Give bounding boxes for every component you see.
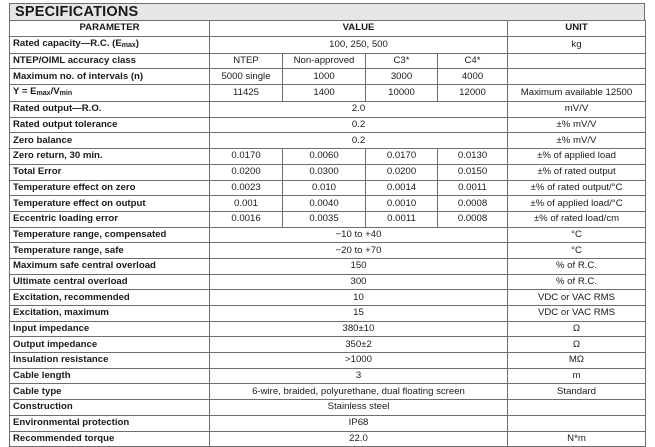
unit-cell: ±% of rated load/cm <box>508 211 646 227</box>
table-row <box>10 258 646 274</box>
value-cell: 350±2 <box>210 337 508 353</box>
parameter-text: Zero balance <box>13 134 73 146</box>
value-cell: C4* <box>438 53 508 69</box>
table-row <box>10 384 646 400</box>
parameter-text: Total Error <box>13 166 62 178</box>
parameter-text: Maximum safe central overload <box>13 260 156 272</box>
value-cell: 0.0040 <box>283 196 366 212</box>
value-cell: 3000 <box>366 69 438 85</box>
table-row <box>10 290 646 306</box>
unit-cell: Ω <box>508 337 646 353</box>
unit-cell <box>508 53 646 69</box>
value-cell: NTEP <box>210 53 283 69</box>
parameter-cell <box>10 164 210 180</box>
parameter-text: Rated capacity—R.C. (E <box>13 37 122 49</box>
header-unit: UNIT <box>508 21 646 37</box>
parameter-text: Eccentric loading error <box>13 213 119 225</box>
parameter-cell <box>10 69 210 85</box>
value-cell: 100, 250, 500 <box>210 36 508 53</box>
value-cell: 300 <box>210 274 508 290</box>
parameter-cell <box>10 368 210 384</box>
table-title: SPECIFICATIONS <box>9 3 645 20</box>
parameter-subscript: max <box>121 41 136 49</box>
specifications-table <box>9 20 646 447</box>
unit-cell <box>508 69 646 85</box>
table-row <box>10 400 646 416</box>
unit-cell: ±% of rated output/°C <box>508 180 646 196</box>
parameter-cell <box>10 180 210 196</box>
value-cell: −10 to +40 <box>210 227 508 243</box>
table-body <box>10 36 646 447</box>
parameter-text: Maximum no. of intervals (n) <box>13 70 144 82</box>
value-cell: −20 to +70 <box>210 243 508 259</box>
parameter-text: Environmental protection <box>13 417 130 429</box>
parameter-text: Cable type <box>13 385 62 397</box>
table-row <box>10 102 646 118</box>
table-row <box>10 337 646 353</box>
table-row <box>10 133 646 149</box>
table-row <box>10 117 646 133</box>
unit-cell: Standard <box>508 384 646 400</box>
parameter-text: Temperature range, safe <box>13 244 124 256</box>
unit-cell: VDC or VAC RMS <box>508 290 646 306</box>
table-row <box>10 227 646 243</box>
unit-cell: ±% of rated output <box>508 164 646 180</box>
unit-cell: mV/V <box>508 102 646 118</box>
unit-cell: m <box>508 368 646 384</box>
unit-cell: % of R.C. <box>508 274 646 290</box>
parameter-text: Construction <box>13 401 73 413</box>
table-row <box>10 415 646 431</box>
parameter-cell <box>10 211 210 227</box>
table-row <box>10 431 646 447</box>
value-cell: Non-approved <box>283 53 366 69</box>
parameter-subscript: max <box>36 90 51 98</box>
parameter-cell <box>10 415 210 431</box>
table-row <box>10 321 646 337</box>
value-cell: 0.0060 <box>283 149 366 165</box>
value-cell: 22.0 <box>210 431 508 447</box>
parameter-text: Output impedance <box>13 338 98 350</box>
value-cell: 0.0011 <box>438 180 508 196</box>
parameter-text: Zero return, 30 min. <box>13 150 103 162</box>
unit-cell: Maximum available 12500 <box>508 85 646 102</box>
parameter-cell <box>10 53 210 69</box>
value-cell: 5000 single <box>210 69 283 85</box>
parameter-text: NTEP/OIML accuracy class <box>13 55 137 67</box>
parameter-text: /V <box>50 86 60 98</box>
parameter-cell <box>10 321 210 337</box>
value-cell: 10 <box>210 290 508 306</box>
value-cell: C3* <box>366 53 438 69</box>
value-cell: 0.001 <box>210 196 283 212</box>
unit-cell: % of R.C. <box>508 258 646 274</box>
parameter-cell <box>10 36 210 53</box>
table-row <box>10 368 646 384</box>
value-cell: 0.0016 <box>210 211 283 227</box>
value-cell: 12000 <box>438 85 508 102</box>
parameter-cell <box>10 306 210 322</box>
value-cell: 4000 <box>438 69 508 85</box>
parameter-cell <box>10 133 210 149</box>
value-cell: 0.2 <box>210 133 508 149</box>
parameter-text: Temperature range, compensated <box>13 228 167 240</box>
value-cell: >1000 <box>210 353 508 369</box>
parameter-cell <box>10 243 210 259</box>
unit-cell: VDC or VAC RMS <box>508 306 646 322</box>
value-cell: IP68 <box>210 415 508 431</box>
parameter-cell <box>10 384 210 400</box>
parameter-cell <box>10 117 210 133</box>
table-row <box>10 243 646 259</box>
value-cell: 0.0130 <box>438 149 508 165</box>
value-cell: 15 <box>210 306 508 322</box>
value-cell: 380±10 <box>210 321 508 337</box>
value-cell: 10000 <box>366 85 438 102</box>
unit-cell: N*m <box>508 431 646 447</box>
parameter-text: Ultimate central overload <box>13 275 128 287</box>
table-row <box>10 36 646 53</box>
parameter-cell <box>10 258 210 274</box>
specifications-table-container <box>9 3 645 447</box>
value-cell: 0.0008 <box>438 211 508 227</box>
value-cell: 6-wire, braided, polyurethane, dual floating screen <box>210 384 508 400</box>
unit-cell: ±% mV/V <box>508 133 646 149</box>
unit-cell: °C <box>508 227 646 243</box>
header-value: VALUE <box>210 21 508 37</box>
parameter-cell <box>10 227 210 243</box>
parameter-text: ) <box>135 37 139 49</box>
value-cell: Stainless steel <box>210 400 508 416</box>
parameter-text: Recommended torque <box>13 432 115 444</box>
table-row <box>10 353 646 369</box>
unit-cell <box>508 415 646 431</box>
header-row <box>10 21 646 37</box>
parameter-cell <box>10 337 210 353</box>
unit-cell: °C <box>508 243 646 259</box>
parameter-cell <box>10 431 210 447</box>
table-row <box>10 164 646 180</box>
parameter-text: Temperature effect on output <box>13 197 146 209</box>
parameter-text: Y = E <box>13 86 37 98</box>
parameter-cell <box>10 353 210 369</box>
parameter-cell <box>10 400 210 416</box>
parameter-cell <box>10 274 210 290</box>
value-cell: 0.0170 <box>210 149 283 165</box>
value-cell: 0.0035 <box>283 211 366 227</box>
unit-cell: ±% mV/V <box>508 117 646 133</box>
parameter-cell <box>10 149 210 165</box>
parameter-text: Temperature effect on zero <box>13 181 136 193</box>
table-row <box>10 53 646 69</box>
value-cell: 0.0170 <box>366 149 438 165</box>
unit-cell: ±% of applied load <box>508 149 646 165</box>
value-cell: 0.0300 <box>283 164 366 180</box>
unit-cell: Ω <box>508 321 646 337</box>
table-row <box>10 180 646 196</box>
table-row <box>10 85 646 102</box>
value-cell: 150 <box>210 258 508 274</box>
value-cell: 1000 <box>283 69 366 85</box>
value-cell: 0.0200 <box>210 164 283 180</box>
parameter-text: Excitation, recommended <box>13 291 130 303</box>
parameter-cell <box>10 290 210 306</box>
unit-cell: kg <box>508 36 646 53</box>
parameter-text: Insulation resistance <box>13 354 109 366</box>
unit-cell: MΩ <box>508 353 646 369</box>
parameter-text: Cable length <box>13 370 71 382</box>
value-cell: 0.010 <box>283 180 366 196</box>
parameter-cell <box>10 196 210 212</box>
value-cell: 0.2 <box>210 117 508 133</box>
value-cell: 1400 <box>283 85 366 102</box>
value-cell: 0.0150 <box>438 164 508 180</box>
value-cell: 0.0023 <box>210 180 283 196</box>
table-row <box>10 211 646 227</box>
value-cell: 0.0008 <box>438 196 508 212</box>
table-row <box>10 274 646 290</box>
table-row <box>10 69 646 85</box>
value-cell: 0.0011 <box>366 211 438 227</box>
table-row <box>10 196 646 212</box>
header-parameter: PARAMETER <box>10 21 210 37</box>
unit-cell: ±% of applied load/°C <box>508 196 646 212</box>
parameter-cell <box>10 102 210 118</box>
value-cell: 2.0 <box>210 102 508 118</box>
parameter-text: Excitation, maximum <box>13 307 109 319</box>
parameter-subscript: min <box>59 90 73 98</box>
value-cell: 11425 <box>210 85 283 102</box>
parameter-text: Rated output tolerance <box>13 119 118 131</box>
table-row <box>10 149 646 165</box>
value-cell: 0.0014 <box>366 180 438 196</box>
value-cell: 0.0200 <box>366 164 438 180</box>
parameter-cell <box>10 85 210 102</box>
value-cell: 3 <box>210 368 508 384</box>
parameter-text: Rated output—R.O. <box>13 103 102 115</box>
table-row <box>10 306 646 322</box>
parameter-text: Input impedance <box>13 323 90 335</box>
unit-cell <box>508 400 646 416</box>
value-cell: 0.0010 <box>366 196 438 212</box>
